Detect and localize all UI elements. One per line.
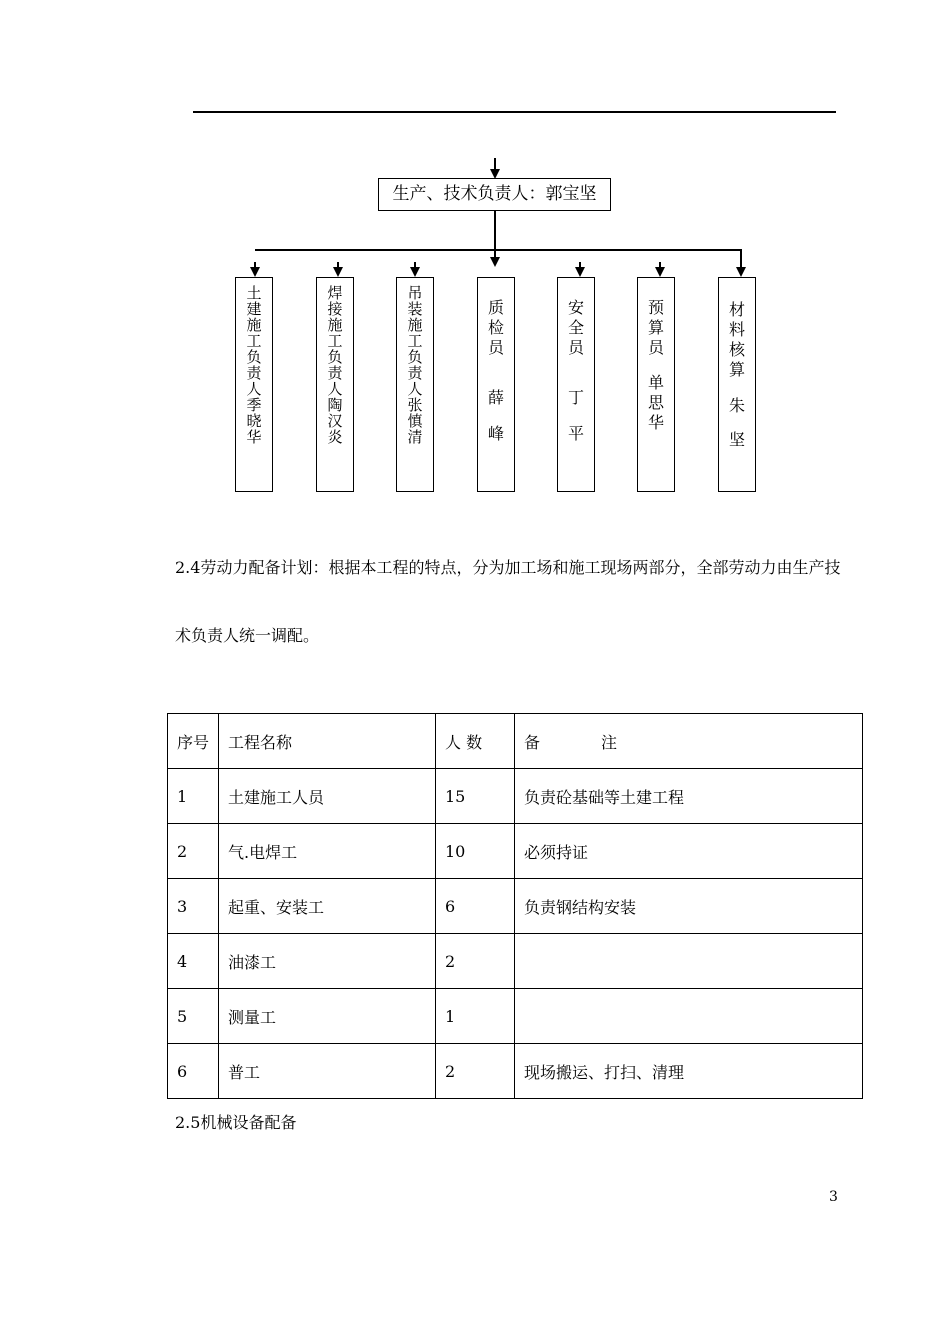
org-box-char: 华 — [246, 428, 262, 446]
org-box-char: 装 — [407, 300, 423, 318]
trunk-arrow-icon — [490, 257, 500, 267]
cell-no: 4 — [168, 934, 219, 989]
drop-arrow-icon — [250, 267, 260, 277]
org-box-char: 核 — [728, 340, 745, 359]
org-box-char: 施 — [327, 316, 343, 334]
cell-remark — [515, 934, 863, 989]
org-box-char: 负 — [407, 348, 423, 366]
org-box-char: 责 — [246, 364, 262, 382]
org-box-char: 施 — [407, 316, 423, 334]
table-row — [168, 824, 863, 879]
header-no: 序号 — [168, 714, 219, 769]
org-box-materials — [718, 277, 756, 492]
section-2-5-heading: 2.5机械设备配备 — [175, 1113, 297, 1132]
org-box-char: 单 — [647, 373, 664, 392]
header-remark: 备 注 — [515, 714, 863, 769]
org-box-char: 施 — [246, 316, 262, 334]
cell-name: 油漆工 — [219, 934, 436, 989]
org-box-char: 土 — [246, 284, 262, 302]
org-box-lifting — [396, 277, 434, 492]
table-row — [168, 769, 863, 824]
org-box-char: 建 — [246, 300, 262, 318]
cell-count: 2 — [436, 1044, 515, 1099]
org-box-char: 料 — [728, 320, 745, 339]
drop-arrow-icon — [333, 267, 343, 277]
cell-no: 5 — [168, 989, 219, 1044]
org-box-char: 平 — [567, 424, 584, 443]
org-box-char: 丁 — [567, 388, 584, 407]
org-box-char: 工 — [327, 332, 343, 350]
org-box-char: 负 — [327, 348, 343, 366]
org-box-char: 检 — [487, 318, 504, 337]
org-box-gap — [478, 358, 514, 388]
org-box-char: 吊 — [407, 284, 423, 302]
drop-line-7 — [740, 249, 742, 268]
org-box-char: 员 — [647, 338, 664, 357]
drop-arrow-icon — [736, 267, 746, 277]
org-top-box-label: 生产、技术负责人：郭宝坚 — [392, 184, 597, 204]
table-row — [168, 879, 863, 934]
header-name: 工程名称 — [219, 714, 436, 769]
org-top-box — [378, 178, 611, 211]
org-box-char: 炎 — [327, 428, 343, 446]
cell-count: 2 — [436, 934, 515, 989]
org-box-char: 人 — [407, 380, 423, 398]
table-row — [168, 1044, 863, 1099]
page-number: 3 — [829, 1189, 838, 1205]
org-box-char: 晓 — [246, 412, 262, 430]
cell-no: 3 — [168, 879, 219, 934]
org-box-gap — [638, 358, 674, 373]
org-box-char: 算 — [647, 318, 664, 337]
org-box-welding — [316, 277, 354, 492]
cell-count: 10 — [436, 824, 515, 879]
cell-no: 1 — [168, 769, 219, 824]
labor-table — [167, 713, 863, 1099]
table-row — [168, 934, 863, 989]
org-box-gap — [558, 358, 594, 388]
cell-remark: 负责砼基础等土建工程 — [515, 769, 863, 824]
table-row — [168, 989, 863, 1044]
org-box-char: 人 — [327, 380, 343, 398]
org-box-char: 薛 — [487, 388, 504, 407]
header-count: 人 数 — [436, 714, 515, 769]
section-2-4-line1: 2.4劳动力配备计划：根据本工程的特点，分为加工场和施工现场两部分，全部劳动力由生产技 — [175, 558, 841, 577]
org-box-char: 安 — [567, 298, 584, 317]
cell-remark: 负责钢结构安装 — [515, 879, 863, 934]
org-box-char: 员 — [487, 338, 504, 357]
bus-line — [255, 249, 742, 251]
org-box-char: 华 — [647, 413, 664, 432]
org-box-char: 季 — [246, 396, 262, 414]
org-box-char: 清 — [407, 428, 423, 446]
org-box-char: 焊 — [327, 284, 343, 302]
org-box-char: 张 — [407, 396, 423, 414]
org-box-char: 慎 — [407, 412, 423, 430]
cell-remark: 必须持证 — [515, 824, 863, 879]
table-header-row — [168, 714, 863, 769]
org-box-char: 预 — [647, 298, 664, 317]
org-box-char: 全 — [567, 318, 584, 337]
cell-name: 测量工 — [219, 989, 436, 1044]
drop-arrow-icon — [655, 267, 665, 277]
cell-name: 起重、安装工 — [219, 879, 436, 934]
org-box-char: 工 — [246, 332, 262, 350]
org-box-quality — [477, 277, 515, 492]
cell-count: 15 — [436, 769, 515, 824]
cell-count: 1 — [436, 989, 515, 1044]
cell-name: 普工 — [219, 1044, 436, 1099]
cell-name: 气.电焊工 — [219, 824, 436, 879]
org-box-char: 工 — [407, 332, 423, 350]
org-box-char: 接 — [327, 300, 343, 318]
org-box-char: 材 — [728, 300, 745, 319]
org-box-char: 负 — [246, 348, 262, 366]
org-box-char: 责 — [327, 364, 343, 382]
cell-name: 土建施工人员 — [219, 769, 436, 824]
org-box-char: 峰 — [487, 424, 504, 443]
cell-remark — [515, 989, 863, 1044]
drop-arrow-icon — [410, 267, 420, 277]
org-box-char: 朱 — [728, 396, 745, 415]
section-2-4-line2: 术负责人统一调配。 — [175, 626, 320, 645]
org-box-char: 汉 — [327, 412, 343, 430]
cell-no: 6 — [168, 1044, 219, 1099]
org-box-char: 陶 — [327, 396, 343, 414]
org-box-char: 坚 — [728, 430, 745, 449]
cell-count: 6 — [436, 879, 515, 934]
org-box-char: 责 — [407, 364, 423, 382]
org-box-budget — [637, 277, 675, 492]
cell-remark: 现场搬运、打扫、清理 — [515, 1044, 863, 1099]
org-box-char: 算 — [728, 360, 745, 379]
org-box-char: 员 — [567, 338, 584, 357]
header-rule — [193, 111, 836, 113]
drop-arrow-icon — [575, 267, 585, 277]
org-box-civil — [235, 277, 273, 492]
org-box-char: 思 — [647, 393, 664, 412]
org-box-safety — [557, 277, 595, 492]
org-box-char: 人 — [246, 380, 262, 398]
org-box-char: 质 — [487, 298, 504, 317]
cell-no: 2 — [168, 824, 219, 879]
